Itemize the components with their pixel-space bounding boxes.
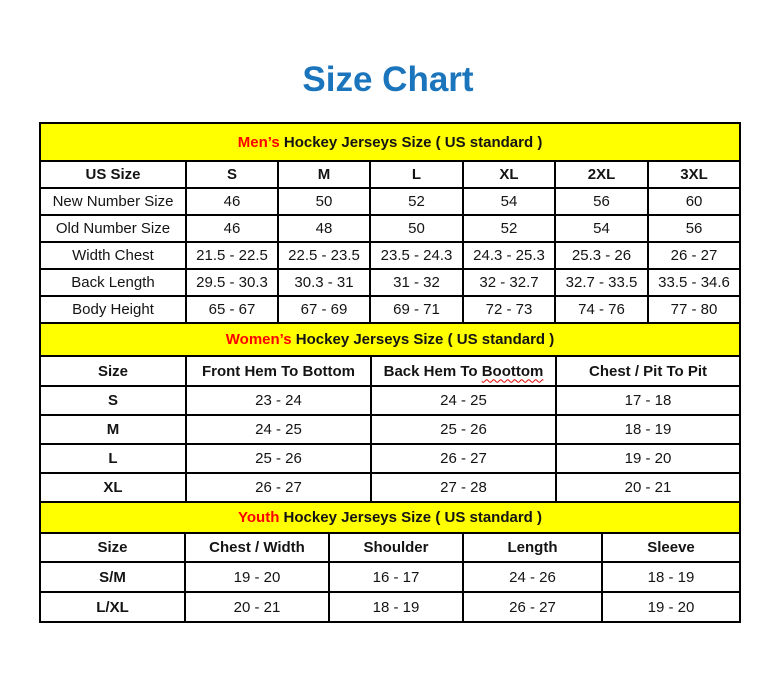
table-row [40,296,740,323]
column-header: Shoulder [329,533,463,562]
column-header: Front Hem To Bottom [186,356,371,386]
row-label: M [40,415,186,444]
mens-section-title [40,123,740,161]
size-value-cell: 30.3 - 31 [278,269,370,296]
youth-section-title [40,502,740,533]
size-value-cell: 24.3 - 25.3 [463,242,555,269]
size-value-cell: 54 [555,215,648,242]
mens-header-row [40,161,740,188]
size-value-cell: 24 - 25 [371,386,556,415]
size-value-cell: 60 [648,188,740,215]
size-value-cell: 77 - 80 [648,296,740,323]
column-header: XL [463,161,555,188]
womens-size-table [39,322,741,503]
misspelled-word: Boottom [481,362,544,380]
size-value-cell: 74 - 76 [555,296,648,323]
row-label: Body Height [40,296,186,323]
row-label: XL [40,473,186,502]
size-value-cell: 72 - 73 [463,296,555,323]
size-value-cell: 50 [370,215,463,242]
column-header: Chest / Width [185,533,329,562]
row-label: Width Chest [40,242,186,269]
size-value-cell: 29.5 - 30.3 [186,269,278,296]
column-header: Chest / Pit To Pit [556,356,740,386]
row-label: S/M [40,562,185,592]
size-value-cell: 25.3 - 26 [555,242,648,269]
size-value-cell: 32 - 32.7 [463,269,555,296]
youth-size-table [39,501,741,623]
table-row [40,242,740,269]
womens-section-band [40,323,740,356]
size-value-cell: 26 - 27 [186,473,371,502]
size-value-cell: 31 - 32 [370,269,463,296]
size-value-cell: 46 [186,188,278,215]
size-value-cell: 20 - 21 [556,473,740,502]
size-value-cell: 52 [370,188,463,215]
row-label: S [40,386,186,415]
size-value-cell: 50 [278,188,370,215]
mens-label-highlight: Men’s [237,133,284,151]
size-value-cell: 32.7 - 33.5 [555,269,648,296]
size-value-cell: 25 - 26 [186,444,371,473]
size-value-cell: 16 - 17 [329,562,463,592]
row-label: L [40,444,186,473]
size-value-cell: 26 - 27 [371,444,556,473]
size-value-cell: 17 - 18 [556,386,740,415]
size-value-cell: 20 - 21 [185,592,329,622]
youth-label-highlight: Youth [238,509,284,526]
womens-label-highlight: Women’s [225,331,296,348]
size-value-cell: 33.5 - 34.6 [648,269,740,296]
size-value-cell: 54 [463,188,555,215]
size-value-cell: 52 [463,215,555,242]
size-value-cell: 23.5 - 24.3 [370,242,463,269]
table-row [40,269,740,296]
column-header-text: Back Hem To [383,362,482,380]
row-label: New Number Size [40,188,186,215]
size-value-cell: 19 - 20 [556,444,740,473]
table-row [40,415,740,444]
size-value-cell: 23 - 24 [186,386,371,415]
womens-header-row [40,356,740,386]
size-value-cell: 24 - 25 [186,415,371,444]
size-value-cell: 21.5 - 22.5 [186,242,278,269]
size-value-cell: 69 - 71 [370,296,463,323]
table-row [40,562,740,592]
column-header: 2XL [555,161,648,188]
column-header: 3XL [648,161,740,188]
size-value-cell: 24 - 26 [463,562,602,592]
youth-header-row [40,533,740,562]
mens-band-text: Hockey Jerseys Size ( US standard ) [283,133,543,151]
row-label: Back Length [40,269,186,296]
table-row [40,215,740,242]
table-row [40,386,740,415]
size-value-cell: 18 - 19 [556,415,740,444]
size-value-cell: 67 - 69 [278,296,370,323]
row-label: Old Number Size [40,215,186,242]
size-value-cell: 18 - 19 [329,592,463,622]
column-header: Sleeve [602,533,740,562]
column-header: Size [40,356,186,386]
mens-size-table [39,122,741,324]
table-row [40,592,740,622]
row-label: L/XL [40,592,185,622]
column-header: Size [40,533,185,562]
size-value-cell: 56 [648,215,740,242]
column-header [371,356,556,386]
size-value-cell: 56 [555,188,648,215]
size-value-cell: 19 - 20 [602,592,740,622]
table-row [40,444,740,473]
column-header: US Size [40,161,186,188]
womens-section-title [40,323,740,356]
youth-section-band [40,502,740,533]
womens-band-text: Hockey Jerseys Size ( US standard ) [295,331,555,348]
size-value-cell: 26 - 27 [648,242,740,269]
size-value-cell: 22.5 - 23.5 [278,242,370,269]
size-value-cell: 26 - 27 [463,592,602,622]
size-value-cell: 27 - 28 [371,473,556,502]
page-title: Size Chart [302,60,474,99]
size-value-cell: 19 - 20 [185,562,329,592]
table-row [40,188,740,215]
column-header: L [370,161,463,188]
column-header: S [186,161,278,188]
size-value-cell: 65 - 67 [186,296,278,323]
column-header: M [278,161,370,188]
column-header: Length [463,533,602,562]
size-value-cell: 48 [278,215,370,242]
size-chart-sheet [39,122,740,623]
table-row [40,473,740,502]
youth-band-text: Hockey Jerseys Size ( US standard ) [283,509,542,526]
size-value-cell: 46 [186,215,278,242]
size-value-cell: 18 - 19 [602,562,740,592]
size-value-cell: 25 - 26 [371,415,556,444]
mens-section-band [40,123,740,161]
